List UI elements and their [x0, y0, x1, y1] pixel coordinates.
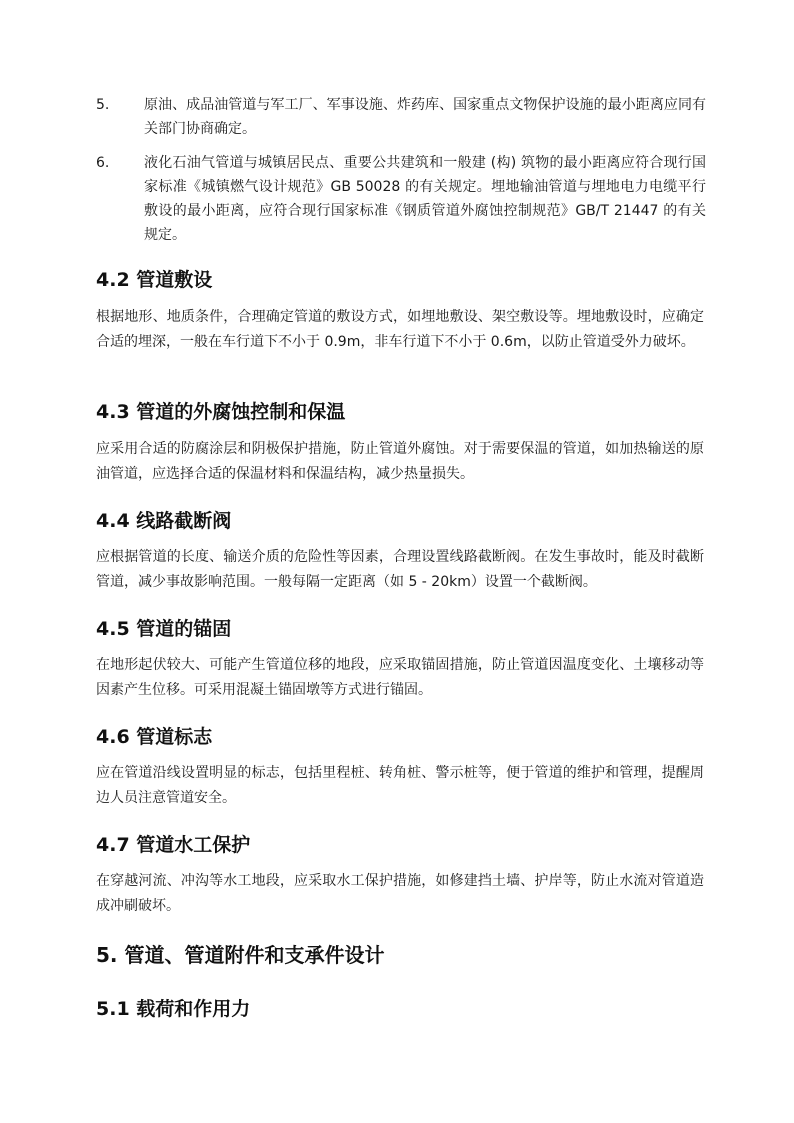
list-number: 6. — [96, 155, 110, 171]
section-body-4-2: 根据地形、地质条件，合理确定管道的敷设方式，如埋地敷设、架空敷设等。埋地敷设时，应确定合适的埋深，一般在车行道下不小于 0.9m，非车行道下不小于 0.6m，以防止管道受外力破坏。 — [96, 309, 704, 350]
section-body-4-5: 在地形起伏较大、可能产生管道位移的地段，应采取锚固措施，防止管道因温度变化、土壤移动等因素产生位移。可采用混凝土锚固墩等方式进行锚固。 — [96, 657, 704, 698]
section-heading-4-5: 4.5 管道的锚固 — [96, 618, 232, 640]
section-heading-4-7: 4.7 管道水工保护 — [96, 834, 251, 856]
list-item-5 — [96, 93, 706, 141]
section-body-4-4: 应根据管道的长度、输送介质的危险性等因素，合理设置线路截断阀。在发生事故时，能及时截断管道，减少事故影响范围。一般每隔一定距离（如 5 - 20km）设置一个截断阀。 — [96, 549, 704, 590]
section-body-4-3: 应采用合适的防腐涂层和阴极保护措施，防止管道外腐蚀。对于需要保温的管道，如加热输送的原油管道，应选择合适的保温材料和保温结构，减少热量损失。 — [96, 441, 704, 482]
section-heading-4-4: 4.4 线路截断阀 — [96, 510, 232, 532]
section-heading-4-2: 4.2 管道敷设 — [96, 269, 213, 291]
section-heading-5-1: 5.1 载荷和作用力 — [96, 998, 251, 1020]
list-item-6 — [96, 151, 706, 247]
section-heading-4-6: 4.6 管道标志 — [96, 726, 213, 748]
section-body-4-6: 应在管道沿线设置明显的标志，包括里程桩、转角桩、警示桩等，便于管道的维护和管理，提醒周边人员注意管道安全。 — [96, 765, 704, 806]
section-body-4-7: 在穿越河流、冲沟等水工地段，应采取水工保护措施，如修建挡土墙、护岸等，防止水流对管道造成冲刷破坏。 — [96, 873, 704, 914]
section-heading-4-3: 4.3 管道的外腐蚀控制和保温 — [96, 401, 346, 423]
section-heading-5: 5. 管道、管道附件和支承件设计 — [96, 943, 385, 967]
list-item-text: 液化石油气管道与城镇居民点、重要公共建筑和一般建 (构) 筑物的最小距离应符合现行国家标准《城镇燃气设计规范》GB 50028 的有关规定。埋地输油管道与埋地电力电缆平行敷设的最小距离，应符合现行国家标准《钢质管道外腐蚀控制规范》GB/T 21447 的有关规定。 — [144, 155, 706, 243]
list-item-text: 原油、成品油管道与军工厂、军事设施、炸药库、国家重点文物保护设施的最小距离应同有关部门协商确定。 — [144, 97, 706, 137]
list-number: 5. — [96, 97, 110, 113]
